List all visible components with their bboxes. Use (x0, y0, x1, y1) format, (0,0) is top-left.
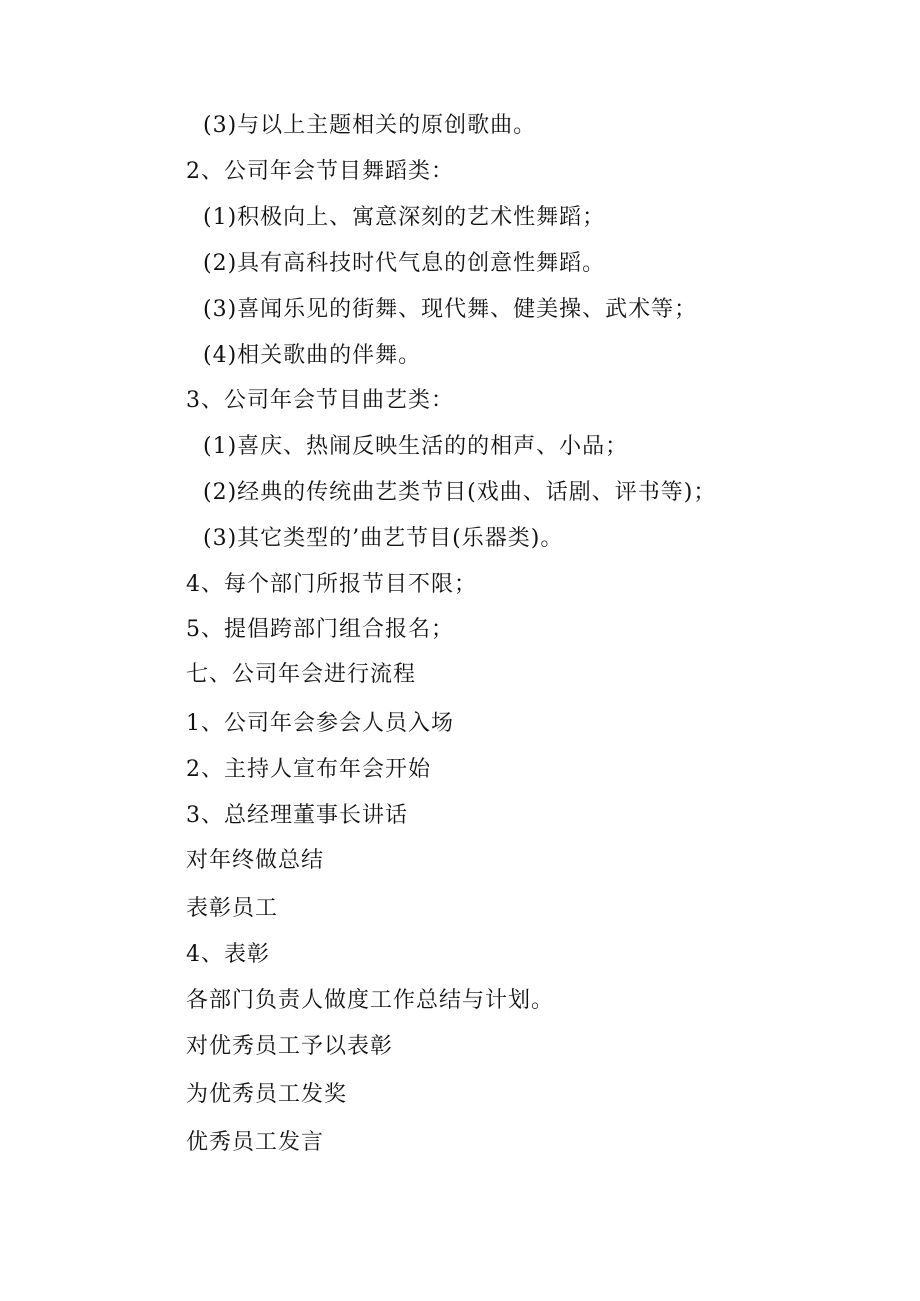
section-heading: 七、公司年会进行流程 (186, 662, 417, 687)
text-line: (1)积极向上、寓意深刻的艺术性舞蹈； (203, 205, 606, 230)
text-line: 优秀员工发言 (186, 1130, 325, 1155)
text-line: (3)与以上主题相关的原创歌曲。 (203, 113, 537, 138)
text-line: (3)其它类型的’曲艺节目(乐器类)。 (203, 526, 564, 551)
text-line: (2)经典的传统曲艺类节目(戏曲、话剧、评书等)； (203, 480, 717, 505)
text-line: 对年终做总结 (186, 848, 325, 873)
text-line: 4、表彰 (186, 942, 270, 967)
text-line: 表彰员工 (186, 896, 279, 921)
text-line: 2、主持人宣布年会开始 (186, 757, 431, 782)
text-line: 3、总经理董事长讲话 (186, 803, 408, 828)
text-line: (1)喜庆、热闹反映生活的的相声、小品； (203, 434, 629, 459)
text-line: 为优秀员工发奖 (186, 1082, 348, 1107)
text-line: 5、提倡跨部门组合报名； (186, 617, 454, 642)
section-heading: 3、公司年会节目曲艺类： (186, 388, 454, 413)
text-line: 4、每个部门所报节目不限； (186, 572, 477, 597)
text-line: (4)相关歌曲的伴舞。 (203, 343, 422, 368)
text-line: 各部门负责人做度工作总结与计划。 (186, 988, 555, 1013)
text-line: (2)具有高科技时代气息的创意性舞蹈。 (203, 251, 606, 276)
text-line: (3)喜闻乐见的街舞、现代舞、健美操、武术等； (203, 297, 698, 322)
text-line: 1、公司年会参会人员入场 (186, 711, 454, 736)
text-line: 对优秀员工予以表彰 (186, 1034, 394, 1059)
section-heading: 2、公司年会节目舞蹈类： (186, 159, 454, 184)
